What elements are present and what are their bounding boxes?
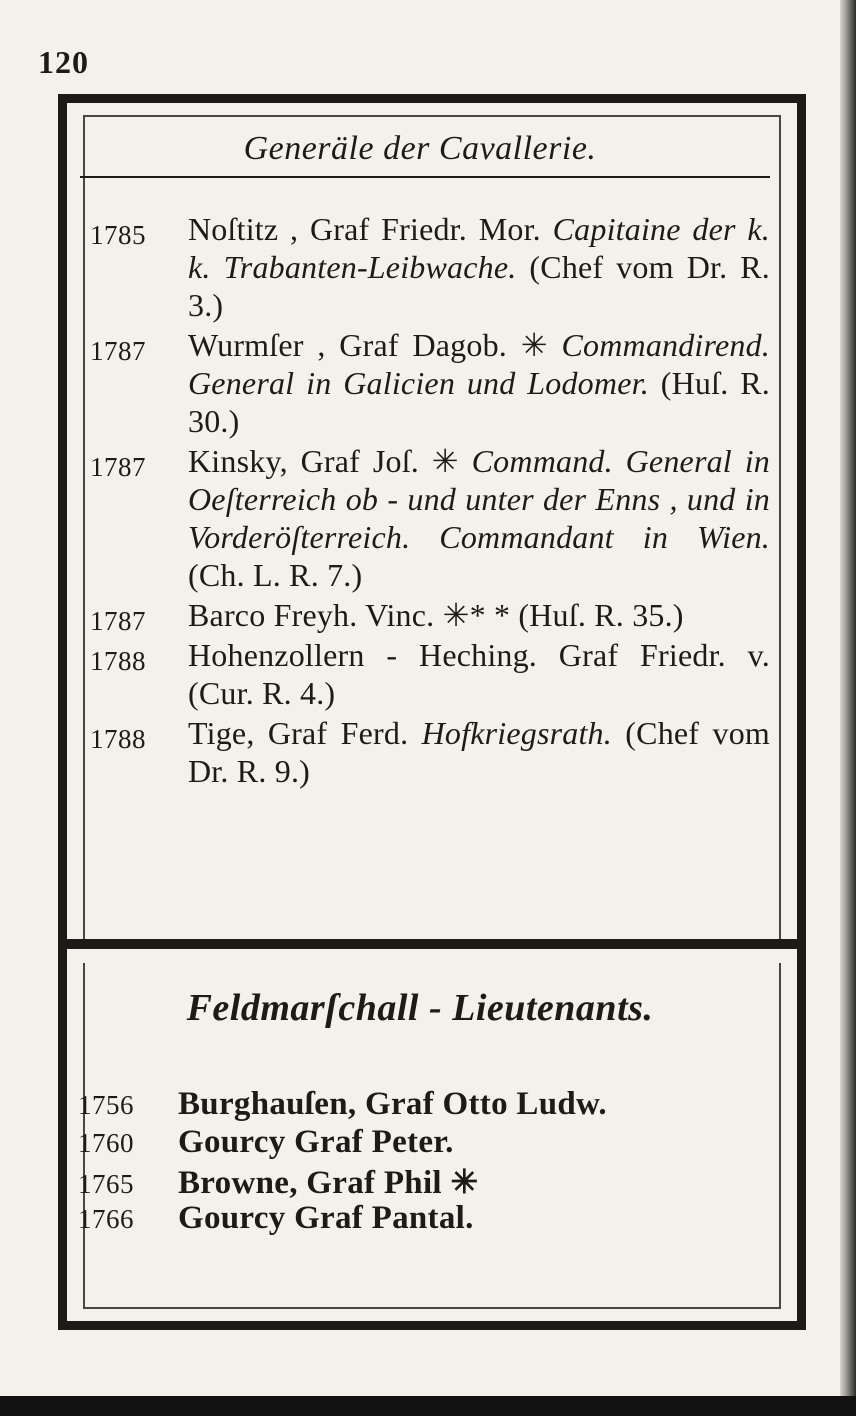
entry-year: 1765 [78,1169,134,1199]
entry-year: 1788 [90,646,146,676]
entry-year: 1787 [90,452,146,482]
entry-year: 1788 [90,724,146,754]
list-item [90,636,790,712]
section-divider [67,939,797,949]
entry-name: Wurmſer , Graf Dagob. ✳ [188,327,562,363]
list-item [90,210,790,324]
entry-ref: (Huſ. R. 35.) [518,597,684,633]
entry-text [188,714,770,790]
list-item [90,714,790,790]
entry-ref: (Chef vom Dr. R. 9.) [188,715,770,789]
entry-year: 1760 [78,1128,134,1158]
entry-ref: (Huſ. R. 30.) [188,365,770,439]
entry-name: Barco Freyh. Vinc. ✳* * [188,597,519,633]
entry-name: Kinsky, Graf Joſ. ✳ [188,443,472,479]
list-item [90,442,790,594]
title-rule [80,176,770,178]
scan-edge-bottom [0,1396,856,1416]
list-item [90,326,790,440]
entry-ref: (Chef vom Dr. R. 3.) [188,249,770,323]
entry-office: Commandirend. General in Galicien und Lodomer. [188,327,770,401]
entry-name: Gourcy Graf Peter. [178,1124,454,1160]
entry-name: Browne, Graf Phil ✳ [178,1165,479,1201]
page-number: 120 [38,44,89,80]
entry-text [188,326,770,440]
section-title-generals: Generäle der Cavallerie. [243,130,597,167]
list-item [78,1086,778,1124]
entry-ref: (Ch. L. R. 7.) [188,557,363,593]
entry-ref: (Cur. R. 4.) [188,675,336,711]
list-item [78,1124,778,1162]
generals-list [90,210,790,792]
entry-office: Command. General in Oeſterreich ob - und unter der Enns , und in Vorderöſterreich. Commandant in Wien. [188,443,770,555]
scan-edge-right [840,0,856,1416]
entry-year: 1785 [90,220,146,250]
entry-text [188,636,770,712]
entry-text [188,442,770,594]
entry-name: Noſtitz , Graf Friedr. Mor. [188,211,553,247]
list-item [90,596,790,634]
entry-text [188,596,770,634]
list-item [78,1200,778,1238]
entry-year: 1766 [78,1204,134,1234]
entry-year: 1756 [78,1090,134,1120]
entry-year: 1787 [90,606,146,636]
field-marshals-list [78,1086,778,1238]
section-title-field-marshals: Feldmarſchall - Lieutenants. [186,987,654,1029]
entry-office: Hofkriegsrath. [421,715,612,751]
entry-name: Hohenzollern - Heching. Graf Friedr. v. [188,637,770,673]
entry-name: Burghauſen, Graf Otto Ludw. [178,1086,607,1122]
entry-name: Gourcy Graf Pantal. [178,1200,474,1236]
list-item [78,1162,778,1200]
entry-text [188,210,770,324]
entry-office: Capitaine der k. k. Trabanten-Leibwache. [188,211,770,285]
entry-name: Tige, Graf Ferd. [188,715,422,751]
entry-year: 1787 [90,336,146,366]
